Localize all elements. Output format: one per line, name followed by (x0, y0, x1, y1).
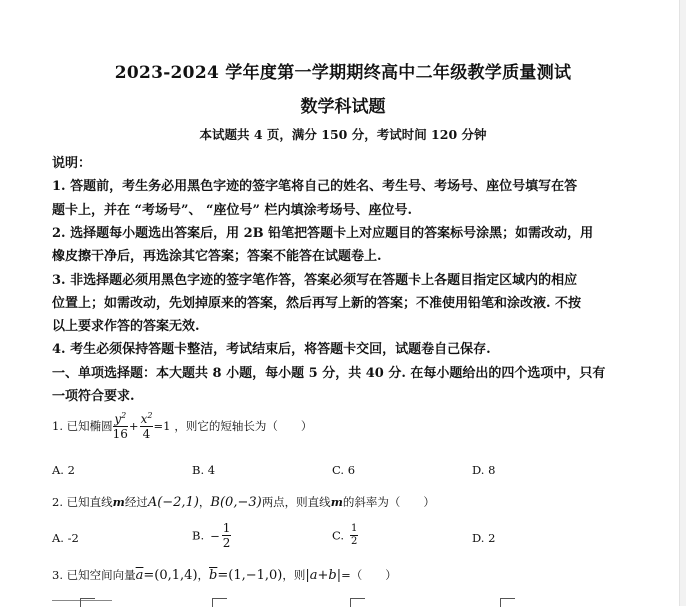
vector-b: $\overline{b}$ (209, 568, 218, 583)
option-a[interactable]: A. 2 (52, 463, 75, 477)
option-d[interactable]: D. 8 (472, 463, 496, 477)
plus-sign: + (128, 419, 139, 433)
question-3-text: 3. 已知空间向量 (52, 568, 136, 582)
minus-sign: − (210, 528, 220, 543)
section-heading: 一、单项选择题：本大题共 8 小题，每小题 5 分，共 40 分. 在每小题给出的四个选项中，只有 (52, 366, 606, 381)
frac-numerator: 1 (351, 523, 358, 534)
instruction-line: 3. 非选择题必须用黑色字迹的签字笔作答，答案必须写在答题卡上各题目指定区域内的相应 (52, 273, 578, 288)
comma: ， (197, 568, 210, 582)
fraction-y2-16: $\frac{y^2}{16}$ (112, 411, 128, 441)
option-a[interactable]: A. -2 (52, 531, 79, 545)
subject-title: 数学科试题 (300, 97, 386, 117)
instructions-heading: 说明： (52, 156, 92, 171)
fraction-one-half (350, 524, 358, 547)
question-3 (52, 567, 397, 583)
option-c[interactable]: C. 6 (332, 463, 356, 477)
option-d[interactable]: D. 2 (472, 531, 496, 545)
question-2 (52, 494, 435, 510)
instruction-line: 位置上；如需改动，先划掉原来的答案，然后再写上新的答案；不准使用铅笔和涂改液. 不按 (52, 296, 582, 311)
instruction-line: 1. 答题前，考生务必用黑色字迹的签字笔将自己的姓名、考生号、考场号、座位号填写在答 (52, 179, 578, 194)
option-b[interactable]: B. 4 (192, 463, 216, 477)
fraction-one-half (222, 522, 232, 549)
vector-b-value: =(1,−1,0) (217, 568, 283, 583)
question-1-suffix: ，则它的短轴长为（ ） (174, 419, 313, 433)
frac-numerator: x (140, 412, 148, 426)
question-2-text: 两点，则直线 (261, 495, 331, 509)
variable-m: m (330, 495, 343, 509)
question-3-text: ，则 (282, 568, 306, 582)
exam-info: 本试题共 4 页，满分 150 分，考试时间 120 分钟 (199, 127, 487, 142)
question-1 (52, 412, 312, 440)
fraction-x2-4: $\frac{x^2}{4}$ (140, 411, 153, 441)
scroll-edge[interactable] (679, 0, 686, 606)
frac-numerator: 1 (222, 521, 231, 535)
option-label: B. (192, 528, 205, 543)
frac-denominator: 16 (112, 427, 128, 441)
instruction-line: 以上要求作答的答案无效. (52, 319, 200, 334)
question-2-text: 经过 (124, 495, 148, 509)
absolute-sum-expression: |a+b| (305, 568, 342, 583)
frac-numerator: y (114, 412, 122, 426)
instruction-line: 2. 选择题每小题选出答案后，用 2B 铅笔把答题卡上对应题目的答案标号涂黑；如需改动，用 (52, 226, 594, 241)
vector-a-value: =(0,1,4) (143, 568, 198, 583)
option-c[interactable] (332, 524, 358, 547)
instruction-line: 4. 考生必须保持答题卡整洁，考试结束后，将答题卡交回，试题卷自己保存. (52, 342, 491, 357)
question-3-text: =（ ） (341, 568, 397, 582)
instruction-line: 橡皮擦干净后，再选涂其它答案；答案不能答在试题卷上. (52, 249, 382, 264)
question-2-text: 2. 已知直线 (52, 495, 113, 509)
option-b[interactable] (192, 522, 231, 549)
question-1-prefix: 1. 已知椭圆 (52, 419, 113, 433)
vector-a: $\overline{a}$ (135, 568, 144, 583)
comma: ， (198, 495, 211, 509)
frac-denominator: 4 (142, 427, 151, 441)
frac-denominator: 2 (222, 536, 231, 550)
exam-title: 2023-2024 学年度第一学期期终高中二年级教学质量测试 (114, 63, 572, 83)
point-a: A(−2,1) (147, 495, 199, 510)
question-2-text: 的斜率为（ ） (342, 495, 435, 509)
section-heading: 一项符合要求. (52, 389, 135, 404)
instruction-line: 题卡上，并在 “考场号”、 “座位号” 栏内填涂考场号、座位号. (52, 203, 413, 218)
frac-denominator: 2 (351, 536, 358, 547)
variable-m: m (112, 495, 125, 509)
option-label: C. (332, 528, 345, 543)
equals-one: =1 (153, 419, 171, 433)
point-b: B(0,−3) (210, 495, 262, 510)
